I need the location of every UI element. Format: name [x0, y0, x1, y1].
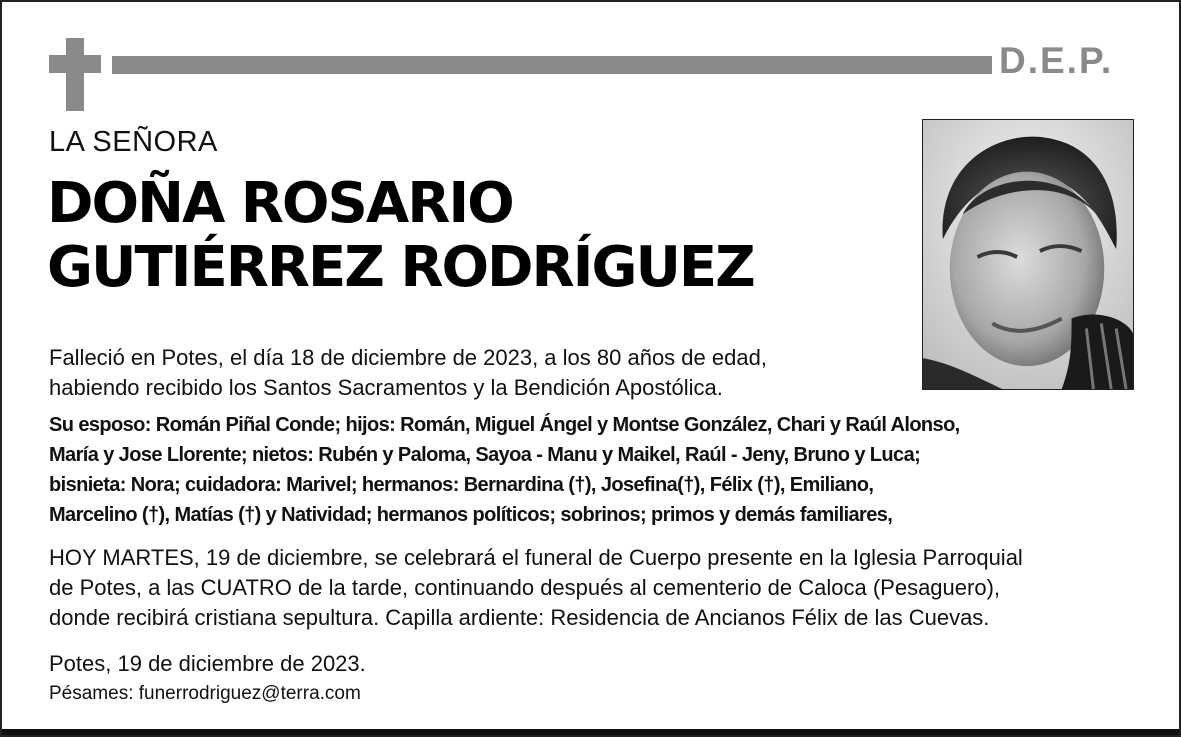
- deceased-name: [47, 172, 754, 300]
- funeral-line: donde recibirá cristiana sepultura. Capilla ardiente: Residencia de Ancianos Félix de las Cuevas.: [49, 605, 990, 630]
- family-list: [49, 410, 960, 530]
- intro-label: LA SEÑORA: [49, 126, 218, 158]
- condolences-email: Pésames: funerrodriguez@terra.com: [49, 683, 361, 704]
- bottom-border: [2, 729, 1179, 735]
- family-line: Marcelino (†), Matías (†) y Natividad; hermanos políticos; sobrinos; primos y demás familiares,: [49, 504, 893, 526]
- cross-icon: [49, 38, 101, 111]
- family-line: bisnieta: Nora; cuidadora: Marivel; hermanos: Bernardina (†), Josefina(†), Félix (†), Emiliano,: [49, 474, 874, 496]
- deceased-name-line: DOÑA ROSARIO: [47, 171, 513, 236]
- funeral-notice: [49, 543, 1023, 633]
- family-line: María y Jose Llorente; nietos: Rubén y Paloma, Sayoa - Manu y Maikel, Raúl - Jeny, Bruno y Luca;: [49, 444, 921, 466]
- header-rule: [112, 56, 992, 74]
- place-date: Potes, 19 de diciembre de 2023.: [49, 651, 366, 676]
- deceased-name-line: GUTIÉRREZ RODRÍGUEZ: [47, 235, 754, 300]
- portrait-photo: [922, 119, 1134, 390]
- funeral-line: HOY MARTES, 19 de diciembre, se celebrará el funeral de Cuerpo presente en la Iglesia Parroquial: [49, 545, 1023, 570]
- funeral-line: de Potes, a las CUATRO de la tarde, continuando después al cementerio de Caloca (Pesaguero),: [49, 575, 1001, 600]
- death-notice-line: habiendo recibido los Santos Sacramentos y la Bendición Apostólica.: [49, 375, 723, 400]
- death-notice: [49, 343, 767, 403]
- family-line: Su esposo: Román Piñal Conde; hijos: Román, Miguel Ángel y Montse González, Chari y Raúl Alonso,: [49, 414, 960, 436]
- dep-label: D.E.P.: [999, 40, 1114, 81]
- death-notice-line: Falleció en Potes, el día 18 de diciembre de 2023, a los 80 años de edad,: [49, 345, 767, 370]
- portrait-photo-image: [923, 120, 1133, 389]
